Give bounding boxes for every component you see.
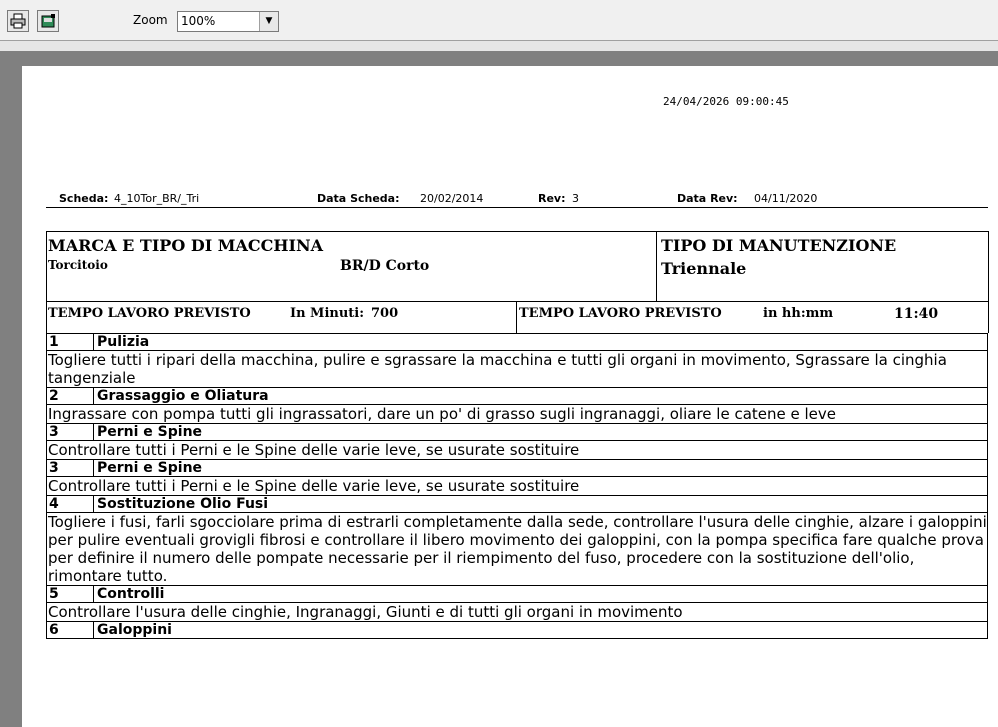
step-description: Togliere i fusi, farli sgocciolare prima di estrarli completamente dalla sede, controllare l'usura delle cinghie, alzare i galoppini per pulire eventuali grovigli fibrosi e controllare il libero movimento dei galoppini, con la pompa specifica fare qualche prova per definire il numero delle pompate necessarie per il riempimento del fuso, procedere con la sostituzione dell'olio, rimontare tutto. (48, 513, 987, 585)
step-number-divider (93, 460, 94, 477)
step-title-row (46, 334, 988, 351)
step-title-row (46, 424, 988, 441)
time-min-label: TEMPO LAVORO PREVISTO (48, 306, 251, 321)
step-number: 1 (49, 334, 59, 350)
step-number: 6 (49, 622, 59, 638)
step-description: Controllare tutti i Perni e le Spine delle varie leve, se usurate sostituire (46, 477, 988, 496)
zoom-select[interactable] (177, 11, 279, 32)
rev-value: 3 (572, 192, 579, 205)
chevron-down-icon[interactable]: ▼ (259, 12, 278, 31)
print-button[interactable] (7, 10, 29, 32)
scheda-label: Scheda: (59, 192, 109, 205)
step-title-row (46, 388, 988, 405)
export-button[interactable] (37, 10, 59, 32)
machine-heading: MARCA E TIPO DI MACCHINA (48, 236, 323, 255)
rev-label: Rev: (538, 192, 566, 205)
toolbar-strip (0, 41, 998, 51)
step-number-divider (93, 334, 94, 351)
machine-model: BR/D Corto (340, 258, 430, 274)
header-left-border (46, 231, 47, 333)
step-title: Sostituzione Olio Fusi (97, 496, 269, 512)
time-min-unit: In Minuti: (290, 306, 365, 321)
step-number-divider (93, 424, 94, 441)
maintenance-value: Triennale (661, 259, 747, 278)
step-title-row (46, 496, 988, 513)
header-top-border (46, 231, 988, 232)
step-number-divider (93, 388, 94, 405)
step-title: Galoppini (97, 622, 172, 638)
time-hh-unit: in hh:mm (763, 306, 834, 321)
step-title: Perni e Spine (97, 460, 203, 476)
step-description: Controllare l'usura delle cinghie, Ingranaggi, Giunti e di tutti gli organi in movimento (46, 603, 988, 622)
maintenance-heading: TIPO DI MANUTENZIONE (661, 236, 897, 255)
step-number: 2 (49, 388, 59, 404)
step-title-row (46, 586, 988, 603)
print-timestamp: 24/04/2026 09:00:45 (663, 95, 789, 108)
header-divider (656, 231, 657, 301)
step-number-divider (93, 622, 94, 639)
time-divider (516, 301, 517, 333)
info-underline (46, 207, 988, 208)
step-title: Perni e Spine (97, 424, 203, 440)
step-number-divider (93, 586, 94, 603)
data-rev-label: Data Rev: (677, 192, 738, 205)
time-hh-value: 11:40 (894, 306, 939, 322)
step-title: Pulizia (97, 334, 150, 350)
report-page (22, 66, 998, 727)
data-rev-value: 04/11/2020 (754, 192, 818, 205)
step-title-row (46, 460, 988, 477)
zoom-value: 100% (181, 14, 216, 28)
machine-name: Torcitoio (48, 258, 108, 272)
step-title-row (46, 622, 988, 639)
printer-icon (10, 13, 26, 29)
step-title: Controlli (97, 586, 165, 602)
scheda-value: 4_10Tor_BR/_Tri (114, 192, 200, 205)
time-hh-label: TEMPO LAVORO PREVISTO (519, 306, 722, 321)
header-right-border (988, 231, 989, 333)
time-min-value: 700 (371, 306, 399, 321)
report-toolbar (0, 0, 998, 41)
step-number: 4 (49, 496, 59, 512)
maintenance-steps (46, 333, 988, 639)
step-number-divider (93, 496, 94, 513)
data-scheda-label: Data Scheda: (317, 192, 400, 205)
step-title: Grassaggio e Oliatura (97, 388, 269, 404)
step-number: 3 (49, 460, 59, 476)
step-number: 3 (49, 424, 59, 440)
zoom-label: Zoom (133, 13, 168, 27)
step-number: 5 (49, 586, 59, 602)
export-icon (40, 13, 56, 29)
step-description: Ingrassare con pompa tutti gli ingrassatori, dare un po' di grasso sugli ingranaggi, oliare le catene e leve (46, 405, 988, 424)
step-description: Controllare tutti i Perni e le Spine delle varie leve, se usurate sostituire (46, 441, 988, 460)
step-description: Togliere tutti i ripari della macchina, pulire e sgrassare la macchina e tutti gli organi in movimento, Sgrassare la cinghia tangenziale (46, 351, 988, 388)
header-mid-border (46, 301, 988, 302)
data-scheda-value: 20/02/2014 (420, 192, 484, 205)
